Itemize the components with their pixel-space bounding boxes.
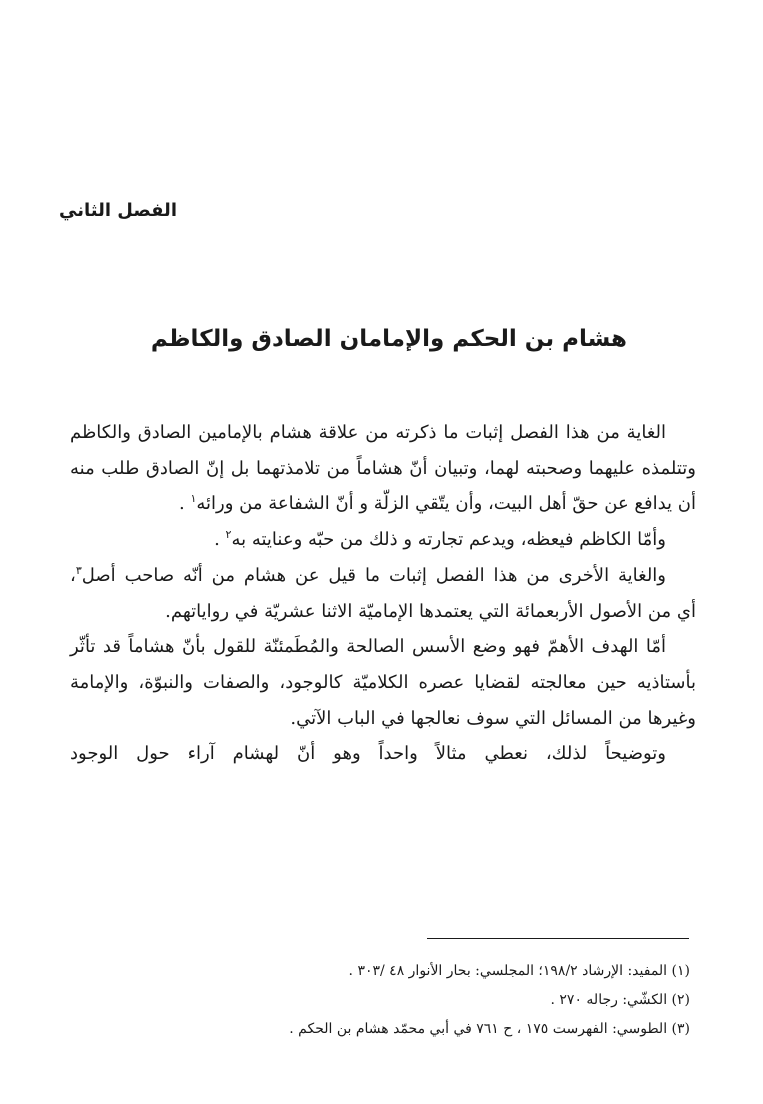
paragraph: [70, 594, 696, 630]
footnotes: [130, 957, 690, 1044]
chapter-title: هشام بن الحكم والإمامان الصادق والكاظم: [150, 326, 627, 352]
paragraph-text: أمّا الهدف الأهمّ فهو وضع الأسس الصالحة والمُطَمئنّة للقول بأنّ هشاماً قد تأثّر بأستاذيه حين معالجته لقضايا عصره الكلاميّة كالوجود، والصفات والنبوّة، والإمامة وغيرها من المسائل التي سوف نعالجها في الباب الآتي.: [70, 636, 696, 729]
chapter-label: الفصل الثاني: [59, 200, 177, 221]
paragraph-text: وتوضيحاً لذلك، نعطي مثالاً واحداً وهو أنّ لهشام آراء حول الوجود: [70, 743, 666, 765]
paragraph: وأمّا الكاظم فيعظه، ويدعم تجارته و ذلك من حبّه وعنايته به$^٢$ .: [214, 528, 666, 551]
footnote: (٣) الطوسي: الفهرست ١٧٥ ، ح ٧٦١ في أبي محمّد هشام بن الحكم .: [289, 1021, 690, 1037]
paragraph: [70, 629, 696, 736]
paragraph-text: والغاية الأخرى من هذا الفصل إثبات ما قيل عن هشام من أنّه صاحب أصل: [81, 564, 666, 586]
paragraph-text: وأمّا الكاظم فيعظه، ويدعم تجارته و ذلك من حبّه وعنايته به: [231, 529, 666, 551]
paragraph: الغاية من هذا الفصل إثبات ما ذكرته من علاقة هشام بالإمامين الصادق والكاظم وتتلمذه عليهما وصحبته لهما، وتبيان أنّ هشاماً من تلامذتهما بل إنّ الصادق طلب منه أن يدافع عن حقّ أهل البيت، وأن يتّقي الزلّة و أنّ الشفاعة من ورائه$^١$ .: [70, 422, 696, 515]
paragraph-text: الغاية من هذا الفصل إثبات ما ذكرته من علاقة هشام بالإمامين الصادق والكاظم وتتلمذه عليهما وصحبته لهما، وتبيان أنّ هشاماً من تلامذتهما بل إنّ الصادق طلب منه أن يدافع عن حقّ أهل البيت، وأن يتّقي الزلّة و أنّ الشفاعة من ورائه: [70, 422, 696, 515]
footnote-separator: [427, 938, 689, 939]
footnote: (١) المفيد: الإرشاد ١٩٨/٢؛ المجلسي: بحار الأنوار ٤٨ /٣٠٣ .: [348, 963, 690, 979]
footnote-ref: ٣: [75, 563, 82, 577]
body-text: [70, 415, 696, 772]
paragraph-text: أي من الأصول الأربعمائة التي يعتمدها الإماميّة الاثنا عشريّة في رواياتهم.: [165, 600, 696, 622]
paragraph: والغاية الأخرى من هذا الفصل إثبات ما قيل عن هشام من أنّه صاحب أصل$^٣$،: [70, 563, 666, 586]
footnote-ref: ٢: [225, 528, 232, 542]
paragraph: [70, 736, 696, 772]
footnote: (٢) الكشّي: رجاله ٢٧٠ .: [550, 992, 690, 1008]
footnote-ref: ١: [190, 492, 197, 506]
